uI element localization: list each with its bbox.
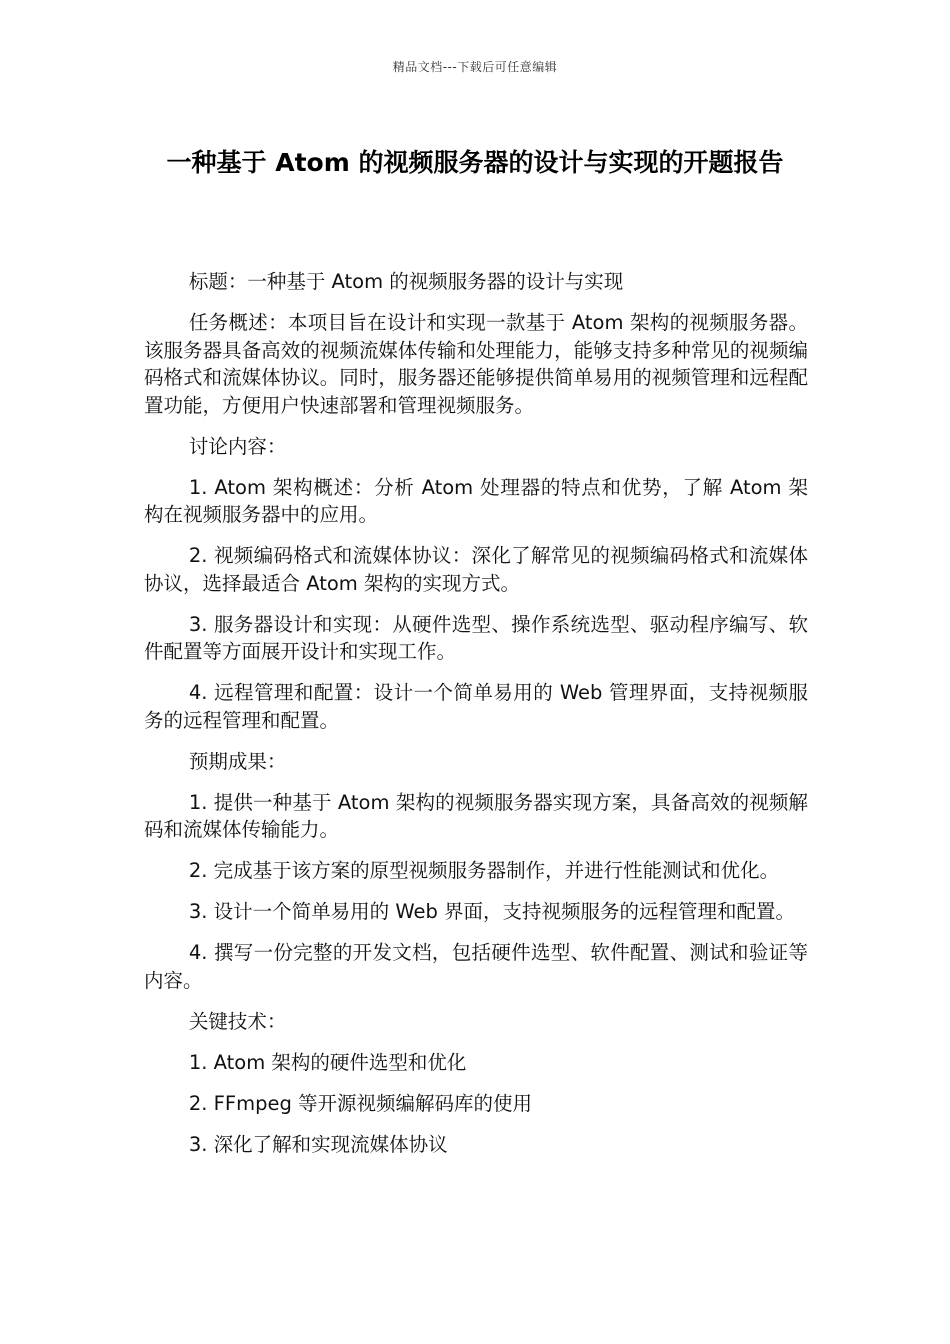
expected-result-item: 1. 提供一种基于 Atom 架构的视频服务器实现方案，具备高效的视频解码和流媒体传输能力。 — [144, 790, 808, 841]
key-technology-item: 1. Atom 架构的硬件选型和优化 — [188, 1050, 467, 1074]
key-technology-item: 2. FFmpeg 等开源视频编解码库的使用 — [188, 1091, 533, 1115]
expected-result-item: 2. 完成基于该方案的原型视频服务器制作，并进行性能测试和优化。 — [188, 859, 780, 882]
expected-result-item: 4. 撰写一份完整的开发文档，包括硬件选型、软件配置、测试和验证等内容。 — [144, 941, 808, 992]
key-technology-item: 3. 深化了解和实现流媒体协议 — [188, 1132, 448, 1156]
section-heading-key-technologies: 关键技术： — [188, 1009, 287, 1033]
expected-result-item: 3. 设计一个简单易用的 Web 界面，支持视频服务的远程管理和配置。 — [188, 900, 796, 923]
paragraph-title-line: 标题：一种基于 Atom 的视频服务器的设计与实现 — [188, 270, 624, 293]
header-note: 精品文档---下载后可任意编辑 — [392, 60, 558, 74]
discussion-item: 3. 服务器设计和实现：从硬件选型、操作系统选型、驱动程序编写、软件配置等方面展开设计和实现工作。 — [144, 612, 808, 663]
discussion-item: 1. Atom 架构概述：分析 Atom 处理器的特点和优势，了解 Atom 架构在视频服务器中的应用。 — [144, 475, 808, 526]
document-body — [144, 268, 808, 1172]
section-heading-expected-results: 预期成果： — [188, 749, 287, 773]
discussion-item: 4. 远程管理和配置：设计一个简单易用的 Web 管理界面，支持视频服务的远程管理和配置。 — [144, 681, 808, 732]
paragraph-task-overview: 任务概述：本项目旨在设计和实现一款基于 Atom 架构的视频服务器。该服务器具备高效的视频流媒体传输和处理能力，能够支持多种常见的视频编码格式和流媒体协议。同时，服务器还能够提供简单易用的视频管理和远程配置功能，方便用户快速部署和管理视频服务。 — [144, 311, 808, 417]
discussion-item: 2. 视频编码格式和流媒体协议：深化了解常见的视频编码格式和流媒体协议，选择最适合 Atom 架构的实现方式。 — [144, 544, 808, 595]
section-heading-discussion: 讨论内容： — [188, 434, 287, 458]
document-title: 一种基于 Atom 的视频服务器的设计与实现的开题报告 — [166, 148, 784, 177]
